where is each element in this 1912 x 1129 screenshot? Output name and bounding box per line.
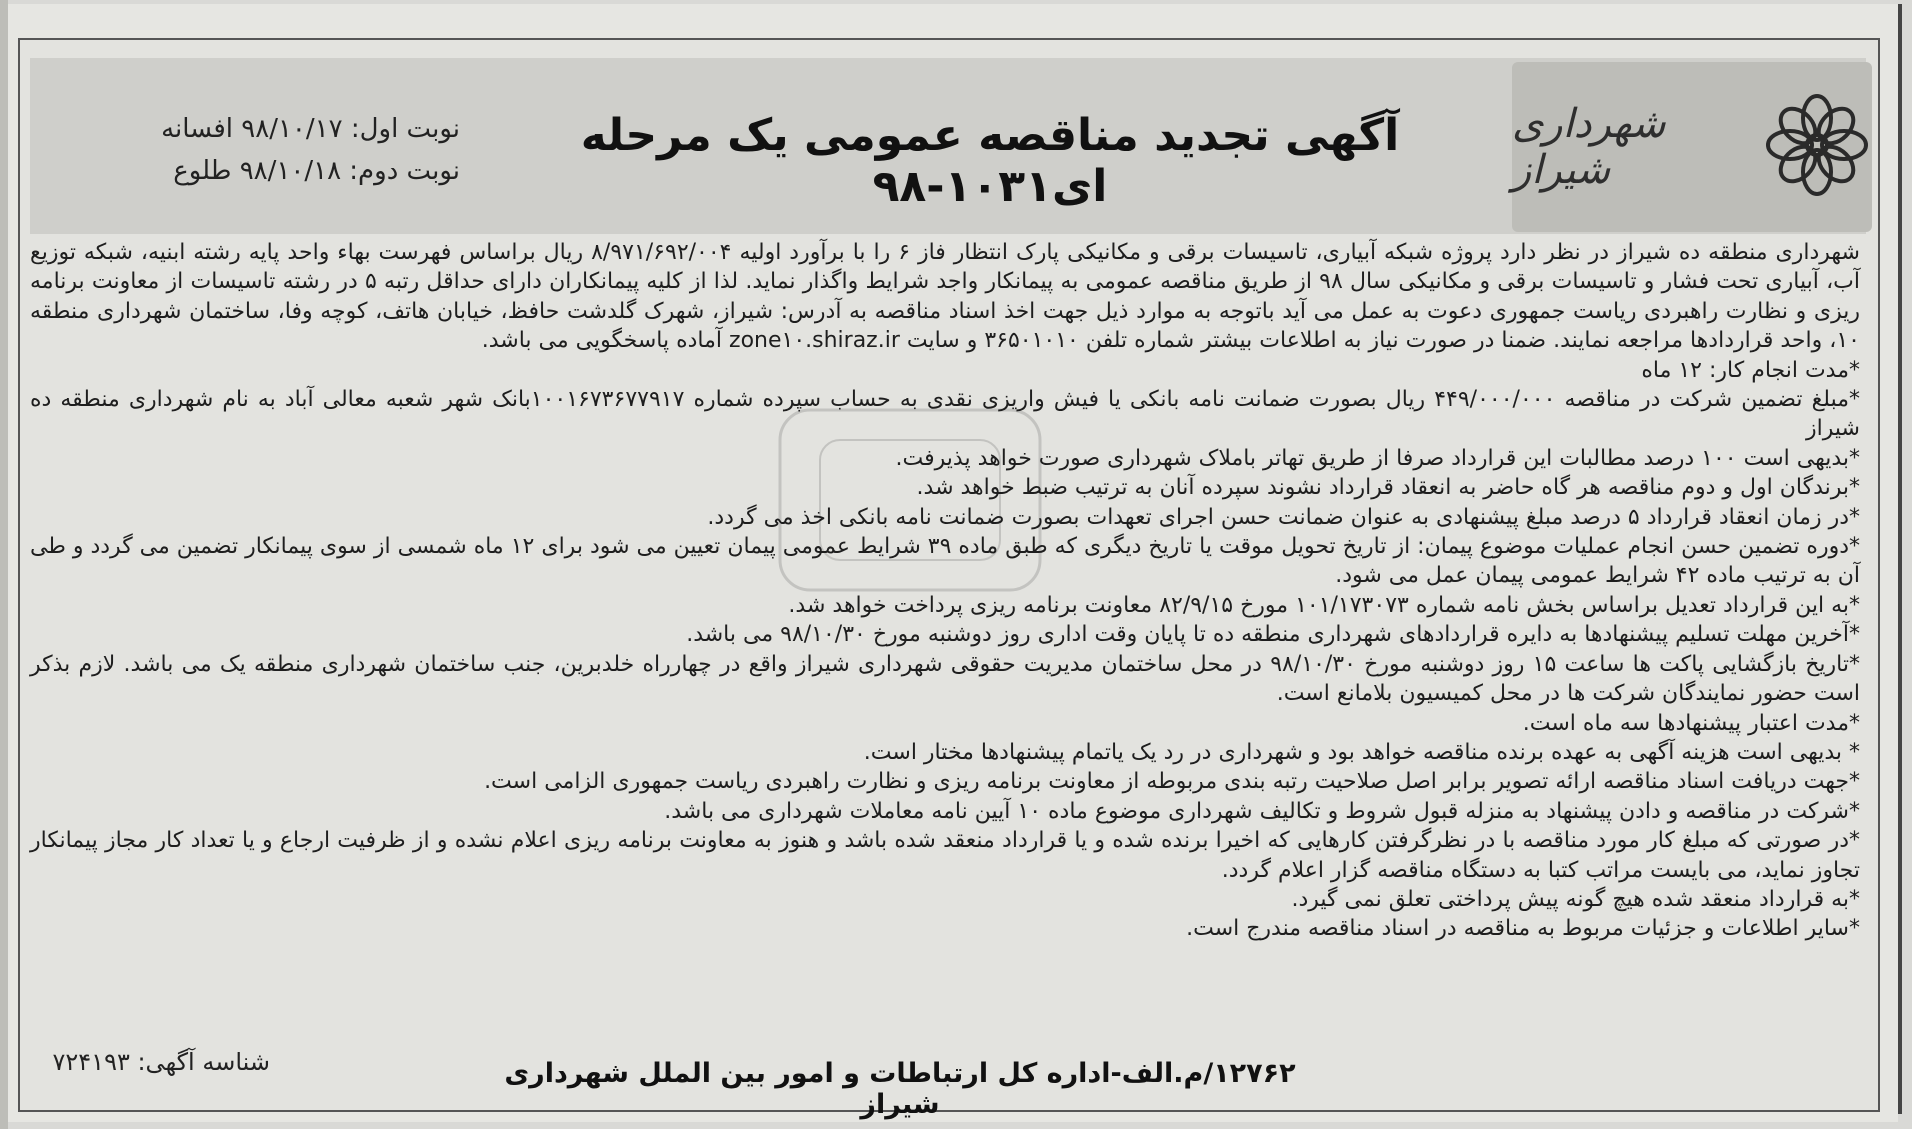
body-paragraph: *دوره تضمین حسن انجام عملیات موضوع پیمان: از تاریخ تحویل موقت یا تاریخ دیگری که طبق ماده ۳۹ شرایط عمومی پیمان تعیین می شود برای ۱۲ ماه شمسی از سوی پیمانکار تضمین می گردد و طی آن به ترتیب ماده ۴۲ شرایط عمومی پیمان عمل می شود. (30, 534, 1861, 589)
body-paragraph: *شرکت در مناقصه و دادن پیشنهاد به منزله قبول شروط و تکالیف شهرداری موضوع ماده ۱۰ آیین نامه معاملات شهرداری می باشد. (664, 798, 1860, 824)
body-paragraph: *برندگان اول و دوم مناقصه هر گاه حاضر به انعقاد قرارداد نشوند سپرده آنان به ترتیب ضبط خواهد شد. (916, 475, 1860, 501)
issue-dates (120, 108, 460, 192)
body-paragraph: *مبلغ تضمین شرکت در مناقصه ۴۴۹/۰۰۰/۰۰۰ ریال بصورت ضمانت نامه بانکی یا فیش واریزی نقدی به حساب سپرده شماره ۱۰۰۱۶۷۳۶۷۷۹۱۷بانک شهر شعبه معالی آباد به نام شهرداری منطقه ده شیراز (30, 387, 1860, 442)
body-paragraph: *آخرین مهلت تسلیم پیشنهادها به دایره قراردادهای شهرداری منطقه ده تا پایان وقت اداری روز دوشنبه مورخ ۹۸/۱۰/۳۰ می باشد. (686, 622, 1860, 648)
body-paragraph: *بدیهی است ۱۰۰ درصد مطالبات این قرارداد صرفا از طریق تهاتر باملاک شهرداری صورت خواهد پذیرفت. (895, 445, 1860, 471)
body-paragraph: *به این قرارداد تعدیل براساس بخش نامه شماره ۱۰۱/۱۷۳۰۷۳ مورخ ۸۲/۹/۱۵ معاونت برنامه ریزی پرداخت خواهد شد. (788, 592, 1860, 618)
body-paragraph: *در صورتی که مبلغ کار مورد مناقصه با در نظرگرفتن کارهایی که اخیرا برنده شده و یا قرارداد منعقد شده باشد و هنوز به معاونت برنامه ریزی اعلام نشده و از ظرفیت ارجاع و یا تعداد کار مجاز پیمانکار تجاوز نماید، می بایست مراتب کتبا به دستگاه مناقصه گزار اعلام گردد. (30, 828, 1860, 883)
ad-title: آگهی تجدید مناقصه عمومی یک مرحله ای۱۰۳۱-۹۸ (580, 110, 1400, 212)
logo-text: شهرداری شیراز (1512, 101, 1666, 193)
issue-second: نوبت دوم: ۹۸/۱۰/۱۸ طلوع (173, 156, 460, 186)
body-paragraph: *جهت دریافت اسناد مناقصه ارائه تصویر برابر اصل صلاحیت رتبه بندی مربوطه از معاونت برنامه ریزی و نظارت راهبردی ریاست جمهوری الزامی است. (484, 769, 1860, 795)
municipality-logo (1512, 62, 1872, 232)
body-paragraph: * بدیهی است هزینه آگهی به عهده برنده مناقصه خواهد بود و شهرداری در رد یک یاتمام پیشنهادها مختار است. (863, 739, 1860, 765)
ad-body (30, 238, 1860, 944)
ad-signature: ۱۲۷۶۲/م.الف-اداره کل ارتباطات و امور بین الملل شهرداری شیراز (504, 1058, 1296, 1120)
body-paragraph: *سایر اطلاعات و جزئیات مربوط به مناقصه در اسناد مناقصه مندرج است. (1186, 916, 1860, 942)
ad-identifier: شناسه آگهی: ۷۲۴۱۹۳ (52, 1048, 270, 1076)
shiraz-flower-emblem-icon (1762, 90, 1872, 204)
page-left-edge (0, 0, 8, 1129)
issue-first: نوبت اول: ۹۸/۱۰/۱۷ افسانه (161, 114, 460, 144)
body-paragraph: *به قرارداد منعقد شده هیچ گونه پیش پرداختی تعلق نمی گیرد. (1291, 886, 1860, 912)
body-paragraph: *تاریخ بازگشایی پاکت ها ساعت ۱۵ روز دوشنبه مورخ ۹۸/۱۰/۳۰ در محل ساختمان مدیریت حقوقی شهرداری شیراز واقع در چهارراه خلدبرین، جنب ساختمان شهرداری منطقه یک می باشد. لازم بذکر است حضور نمایندگان شرکت ها در محل کمیسیون بلامانع است. (30, 651, 1861, 707)
body-paragraph: شهرداری منطقه ده شیراز در نظر دارد پروژه شبکه آبیاری، تاسیسات برقی و مکانیکی پارک انتظار فاز ۶ را با برآورد اولیه ۸/۹۷۱/۶۹۲/۰۰۴ ریال براساس فهرست بهاء واحد پایه رشته ابنیه، شبکه توزیع آب، آبیاری تحت فشار و تاسیسات برقی و مکانیکی سال ۹۸ از طریق مناقصه عمومی به پیمانکار واجد شرایط واگذار نماید. لذا از کلیه پیمانکاران دارای حداقل رتبه ۵ در رشته تاسیسات از معاونت برنامه ریزی و نظارت راهبردی ریاست جمهوری دعوت به عمل می آید باتوجه به موارد ذیل جهت اخذ اسناد مناقصه به آدرس: شیراز، شهرک گلدشت حافظ، خیابان هاتف، کوچه وفا، ساختمان شهرداری منطقه ۱۰، واحد قراردادها مراجعه نمایند. ضمنا در صورت نیاز به اطلاعات بیشتر شماره تلفن ۳۶۵۰۱۰۱۰ و سایت zone۱۰.shiraz.ir آماده پاسخگویی می باشد. (30, 240, 1860, 354)
body-paragraph: *در زمان انعقاد قرارداد ۵ درصد مبلغ پیشنهادی به عنوان ضمانت حسن اجرای تعهدات بصورت ضمانت نامه بانکی اخذ می گردد. (707, 504, 1860, 530)
page-column-rule (1898, 4, 1902, 1114)
body-paragraph: *مدت انجام کار: ۱۲ ماه (1641, 357, 1860, 383)
body-paragraph: *مدت اعتبار پیشنهادها سه ماه است. (1522, 710, 1860, 736)
